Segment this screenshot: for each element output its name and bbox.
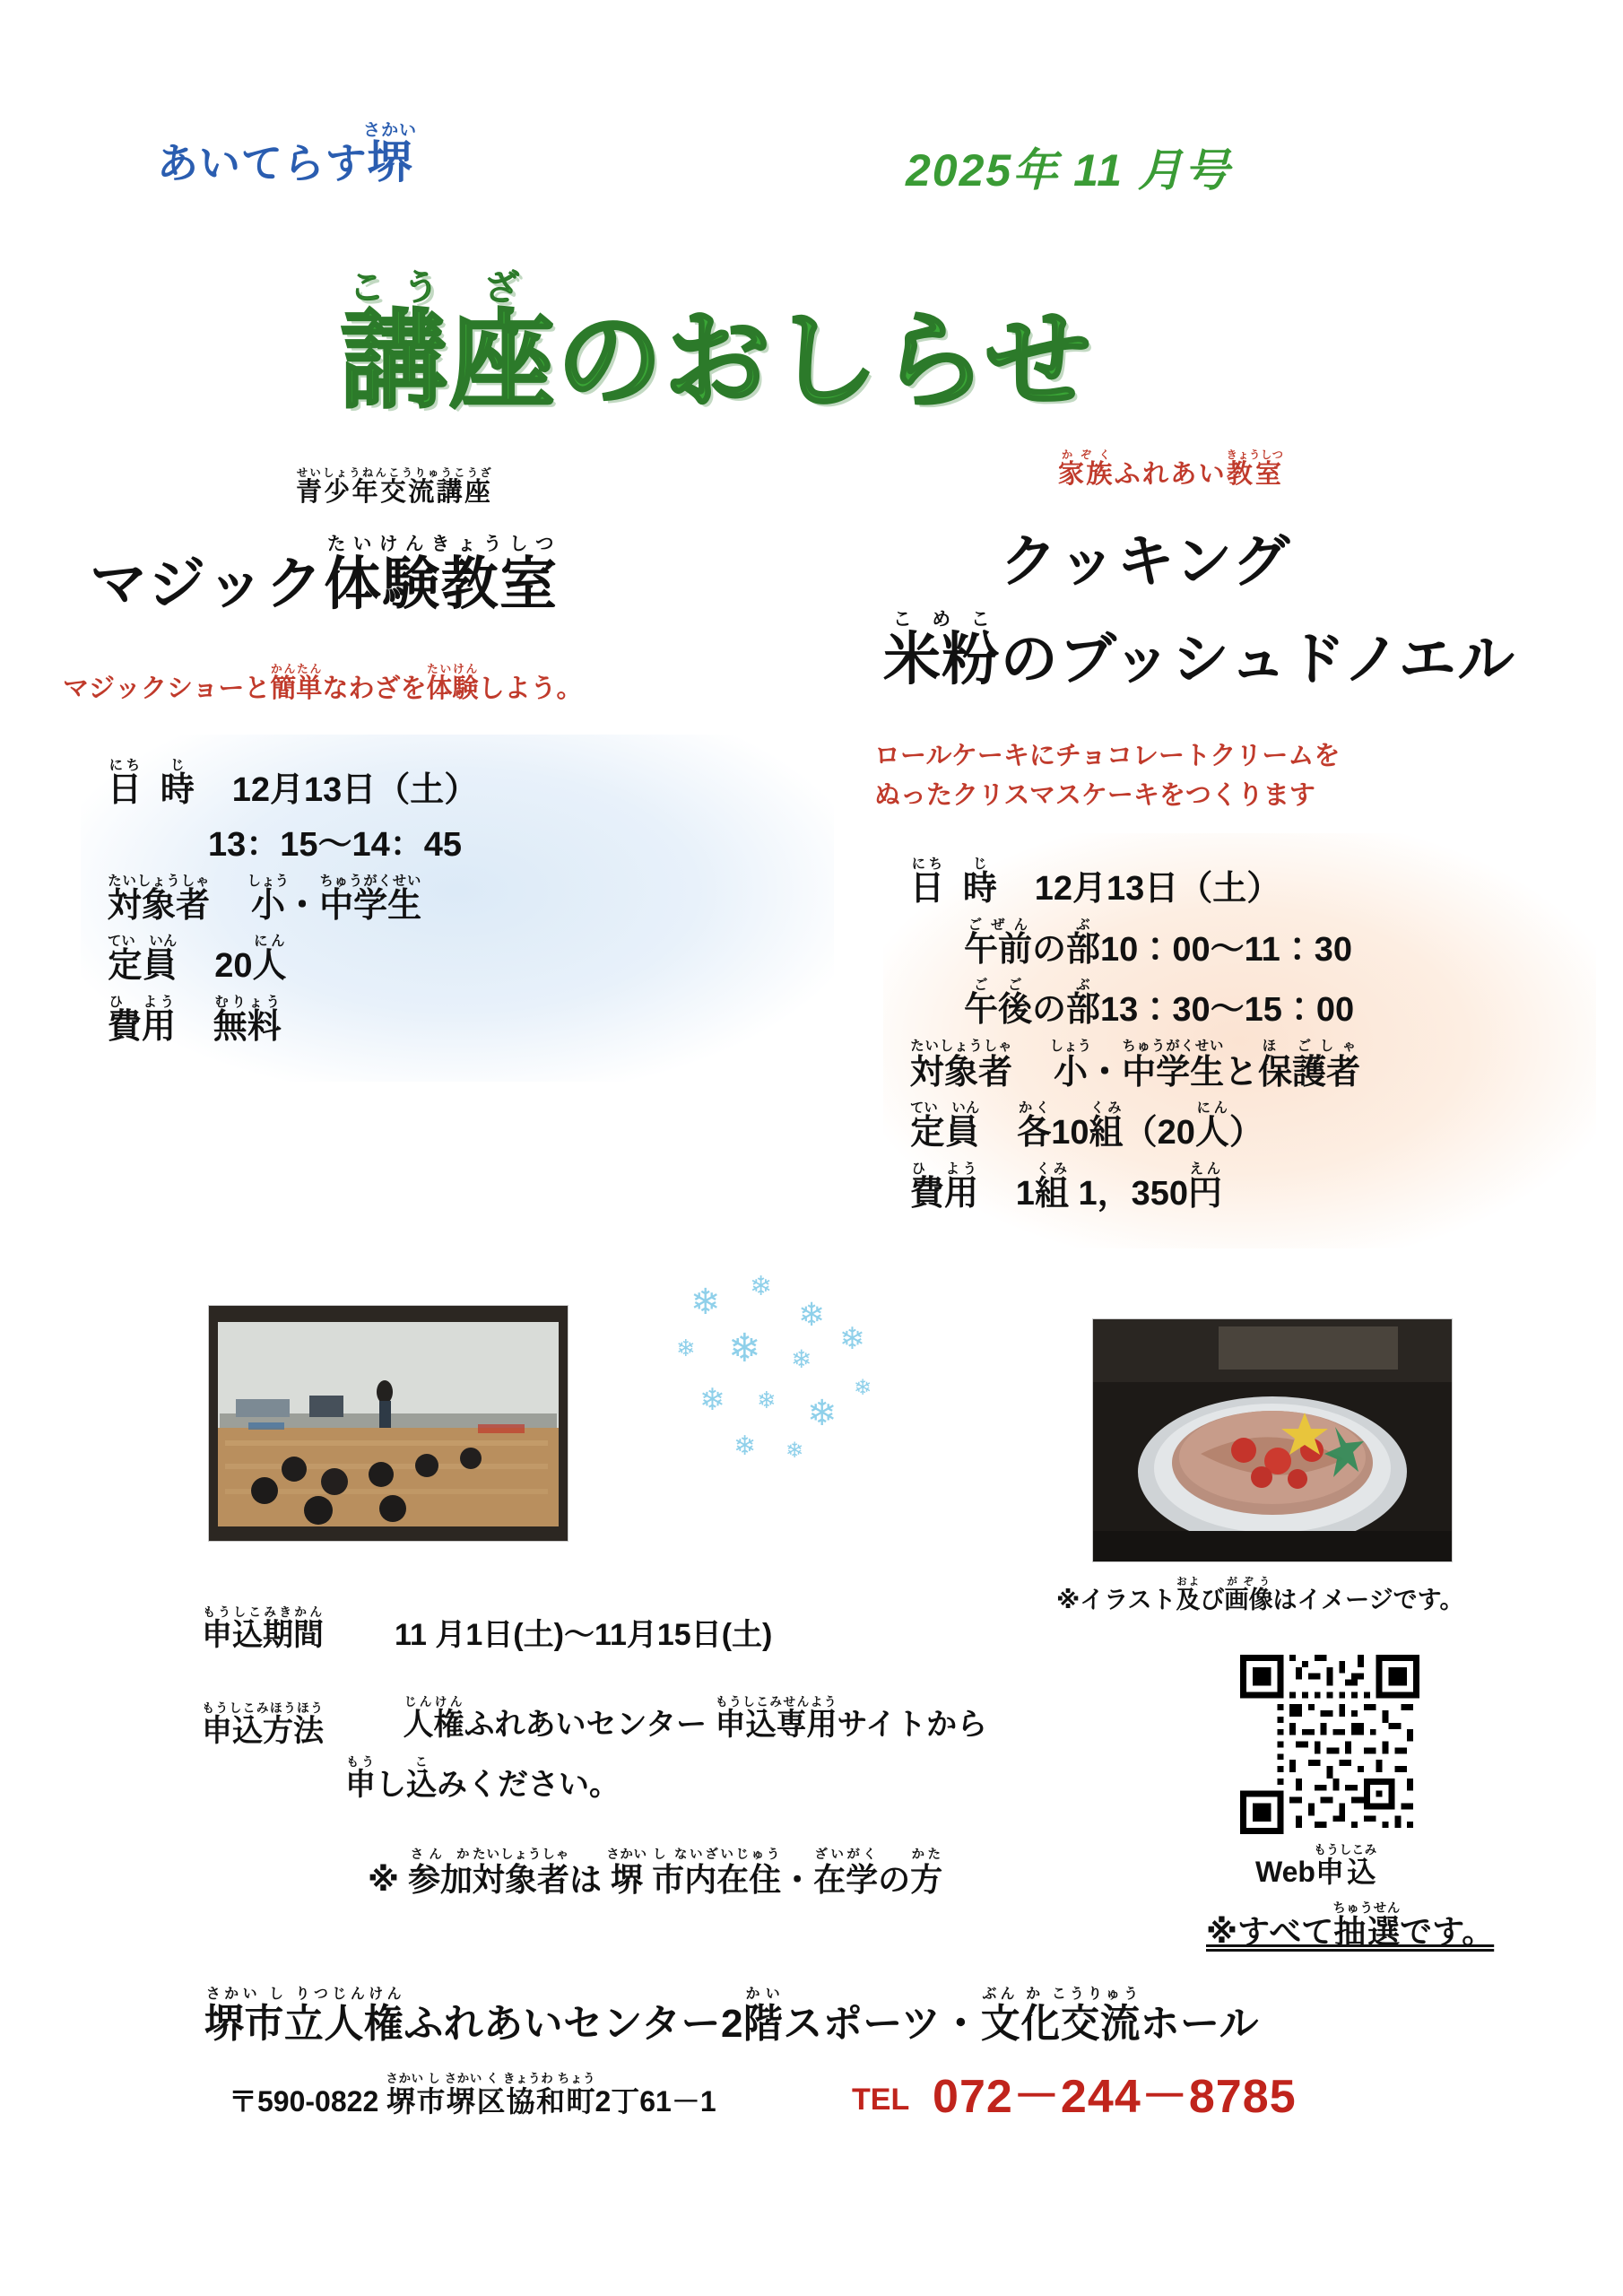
detail-row: 対象者たいしょうしゃ小しょう・中学生ちゅうがくせいと保護者ほ ごしゃ — [910, 1038, 1361, 1091]
application-method — [202, 1695, 987, 1808]
course-card-cooking — [843, 448, 1596, 1248]
qr-label: Web申込もうしこみ — [1255, 1843, 1377, 1888]
title-kanji-za: 座ざ — [448, 269, 557, 421]
lottery-note: ※すべて抽選ちゅうせんです。 — [1206, 1901, 1495, 1950]
snowflake-icon: ❄ — [854, 1376, 872, 1400]
snowflake-icon: ❄ — [699, 1383, 725, 1417]
snowflake-icon: ❄ — [807, 1394, 838, 1433]
course-kicker-cooking: 家族かぞくふれあい教室きょうしつ — [1058, 448, 1284, 489]
application-period — [202, 1605, 772, 1663]
issue-date: 2025年 11 月号 — [906, 145, 1231, 196]
course-lead-magic: マジックショーと簡単かんたんなわざを体験たいけんしよう。 — [63, 662, 583, 703]
course-card-magic — [63, 466, 834, 1082]
snowflake-icon: ❄ — [728, 1326, 761, 1370]
detail-row: 対象者たいしょうしゃ小しょう・中学生ちゅうがくせい — [108, 873, 422, 925]
image-disclaimer: ※イラスト及および画像がぞうはイメージです。 — [1056, 1577, 1464, 1613]
snowflake-icon: ❄ — [757, 1387, 777, 1413]
course-details-cooking — [883, 833, 1596, 1248]
qr-code-image[interactable] — [1240, 1655, 1419, 1834]
snowflake-icon: ❄ — [733, 1431, 757, 1461]
qr-code[interactable] — [1240, 1655, 1419, 1834]
snowflake-icon: ❄ — [750, 1272, 773, 1301]
snowflake-icon: ❄ — [798, 1296, 826, 1333]
title-kanji-kou: 講こう — [341, 269, 449, 421]
snowflake-icon: ❄ — [690, 1283, 721, 1322]
photo-magic-image — [209, 1306, 568, 1541]
course-kicker-magic: 青少年交流講座せいしょうねんこうりゅうこうざ — [296, 466, 493, 507]
application-method-value: 人権じんけんふれあいセンター 申込専用もうしこみせんようサイトから 申もうし込こみください。 — [345, 1695, 988, 1802]
tel-label: TEL — [852, 2083, 910, 2117]
course-details-magic — [81, 735, 834, 1083]
course-title-cooking-line2: 米粉こめこのブッシュドノエル — [883, 609, 1516, 691]
snowflake-icon: ❄ — [676, 1335, 696, 1361]
course-title-cooking-line1: クッキング — [1000, 529, 1291, 594]
application-period-value: 11 月1日(土)～11月15日(土) — [395, 1618, 773, 1652]
snowflake-icon: ❄ — [785, 1439, 804, 1463]
page-title: 講こう座ざのおしらせ — [341, 269, 1094, 421]
detail-row: 13：15～14：45 — [208, 826, 463, 865]
application-method-label: 申込方法もうしこみほうほう — [202, 1701, 324, 1748]
eligibility-note: ※ 参加さん か対象者たいしょうしゃは 堺さかい 市内在住し ないざいじゅう・在学ざいがくの方かた — [368, 1848, 943, 1898]
application-period-label: 申込期間もうしこみきかん — [202, 1605, 324, 1652]
detail-row: 日にち時じ12月13日（土） — [108, 757, 479, 809]
publication-logo — [157, 121, 417, 191]
course-lead-cooking: ロールケーキにチョコレートクリームを ぬったクリスマスケーキをつくります — [874, 742, 1341, 810]
detail-row: 日にち時じ12月13日（土） — [910, 857, 1281, 908]
logo-sakai: 堺さかい — [363, 121, 417, 187]
detail-row: 定員てい いん20人にん — [108, 934, 287, 986]
course-title-magic: マジック体験教室たいけんきょうしつ — [90, 534, 559, 616]
logo-text: あいてらす — [157, 140, 368, 187]
detail-row: 午後ごごの部ぶ13：30～15：00 — [964, 978, 1355, 1030]
detail-row: 費用ひ よう1組くみ 1，350円えん — [910, 1161, 1223, 1213]
venue-name: 堺市立人権さかい し りつじんけんふれあいセンター2階かいスポーツ・文化交流ぶん か こうりゅうホール — [204, 1987, 1259, 2046]
snowflake-icon: ❄ — [791, 1345, 812, 1373]
venue-address: 〒590-0822 堺市堺区協和町さかい し さかい く きょうわ ちょう2丁61－1 — [229, 2072, 716, 2118]
detail-row: 午前ごぜんの部ぶ10：00～11：30 — [964, 917, 1353, 969]
photo-cake — [1092, 1318, 1453, 1562]
tel-number[interactable]: 072－244－8785 — [933, 2071, 1297, 2123]
photo-magic-class — [208, 1305, 568, 1542]
photo-cake-image — [1093, 1319, 1452, 1561]
detail-row: 費用ひ よう無料むりょう — [108, 994, 282, 1046]
snowflake-decoration — [664, 1274, 906, 1498]
detail-row: 定員てい いん各かく10組くみ（20人にん） — [910, 1100, 1263, 1152]
snowflake-icon: ❄ — [839, 1322, 865, 1356]
